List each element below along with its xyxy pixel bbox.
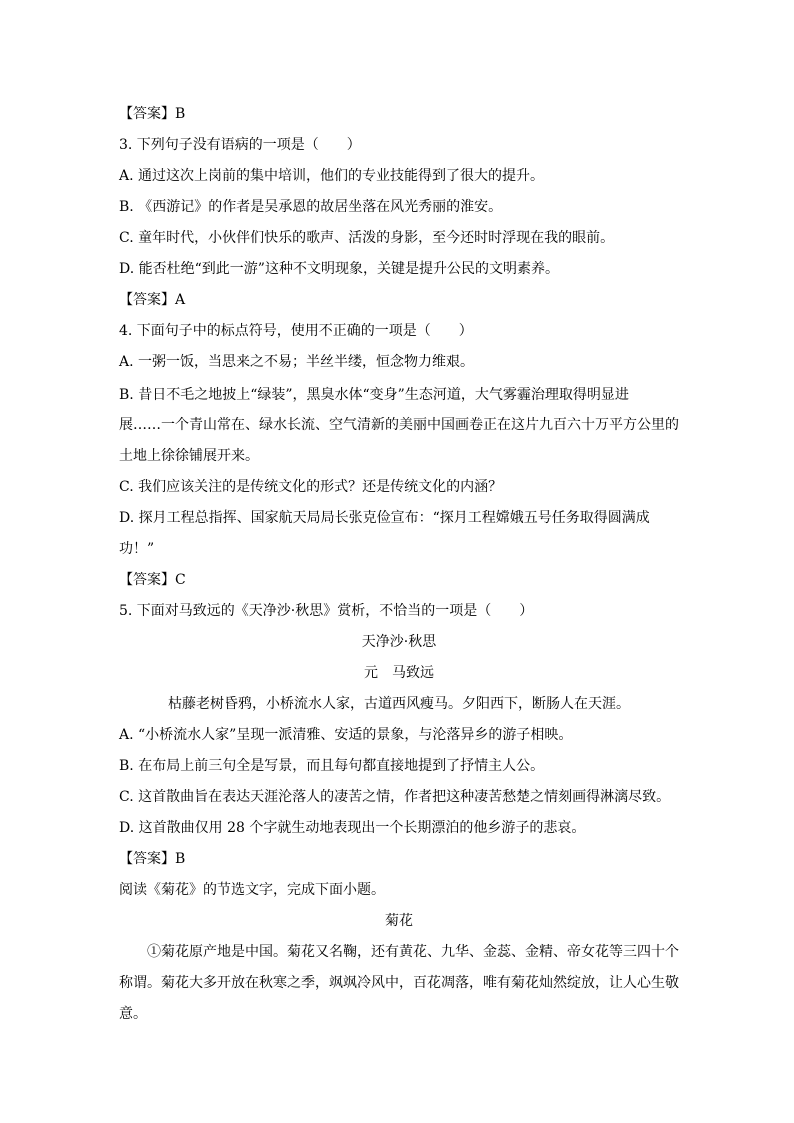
question-4-stem: 4. 下面句子中的标点符号，使用不正确的一项是（ ） — [119, 323, 473, 339]
answer-3: 【答案】A — [119, 292, 186, 308]
question-4-option-b-line2: 展……一个青山常在、绿水长流、空气清新的美丽中国画卷正在这片九百六十万平方公里的 — [119, 417, 679, 433]
reading-paragraph-1-line2: 称谓。菊花大多开放在秋寒之季，飒飒冷风中，百花凋落，唯有菊花灿然绽放，让人心生敬 — [119, 975, 679, 991]
question-4-option-a: A. 一粥一饭，当思来之不易；半丝半缕，恒念物力维艰。 — [119, 354, 475, 370]
question-4-option-d-line2: 功！” — [119, 541, 155, 557]
question-4-option-b-line1: B. 昔日不毛之地披上“绿装”，黑臭水体“变身”生态河道，大气雾霾治理取得明显进 — [119, 387, 629, 403]
question-3-option-d: D. 能否杜绝“到此一游”这种不文明现象，关键是提升公民的文明素养。 — [119, 261, 559, 277]
question-5-option-a: A. “小桥流水人家”呈现一派清雅、安适的景象，与沦落异乡的游子相映。 — [119, 727, 573, 743]
question-3-option-c: C. 童年时代，小伙伴们快乐的歌声、活泼的身影，至今还时时浮现在我的眼前。 — [119, 230, 615, 246]
answer-1: 【答案】B — [119, 106, 186, 122]
answer-5: 【答案】B — [119, 851, 186, 867]
question-4-option-d-line1: D. 探月工程总指挥、国家航天局局长张克俭宣布：“探月工程嫦娥五号任务取得圆满成 — [119, 510, 650, 526]
poem-title: 天净沙·秋思 — [361, 634, 437, 650]
question-5-option-c: C. 这首散曲旨在表达天涯沦落人的凄苦之情，作者把这种凄苦愁楚之情刻画得淋漓尽致。 — [119, 789, 671, 805]
question-5-option-d: D. 这首散曲仅用 28 个字就生动地表现出一个长期漂泊的他乡游子的悲哀。 — [119, 820, 586, 836]
poem-text: 枯藤老树昏鸦，小桥流水人家，古道西风瘦马。夕阳西下，断肠人在天涯。 — [168, 696, 630, 712]
question-3-option-a: A. 通过这次上岗前的集中培训，他们的专业技能得到了很大的提升。 — [119, 168, 545, 184]
reading-paragraph-1-line1: ①菊花原产地是中国。菊花又名鞠，还有黄花、九华、金蕊、金精、帝女花等三四十个 — [147, 944, 679, 960]
reading-title: 菊花 — [385, 913, 413, 929]
question-4-option-c: C. 我们应该关注的是传统文化的形式？还是传统文化的内涵？ — [119, 479, 503, 495]
reading-paragraph-1-line3: 意。 — [119, 1006, 147, 1022]
question-5-stem: 5. 下面对马致远的《天净沙·秋思》赏析，不恰当的一项是（ ） — [119, 603, 534, 619]
question-3-stem: 3. 下列句子没有语病的一项是（ ） — [119, 137, 361, 153]
answer-4: 【答案】C — [119, 572, 186, 588]
question-3-option-b: B. 《西游记》的作者是吴承恩的故居坐落在风光秀丽的淮安。 — [119, 199, 503, 215]
reading-intro: 阅读《菊花》的节选文字，完成下面小题。 — [119, 882, 385, 898]
question-5-option-b: B. 在布局上前三句全是写景，而且每句都直接地提到了抒情主人公。 — [119, 758, 545, 774]
poem-author: 元 马致远 — [364, 665, 434, 681]
question-4-option-b-line3: 土地上徐徐铺展开来。 — [119, 448, 259, 464]
